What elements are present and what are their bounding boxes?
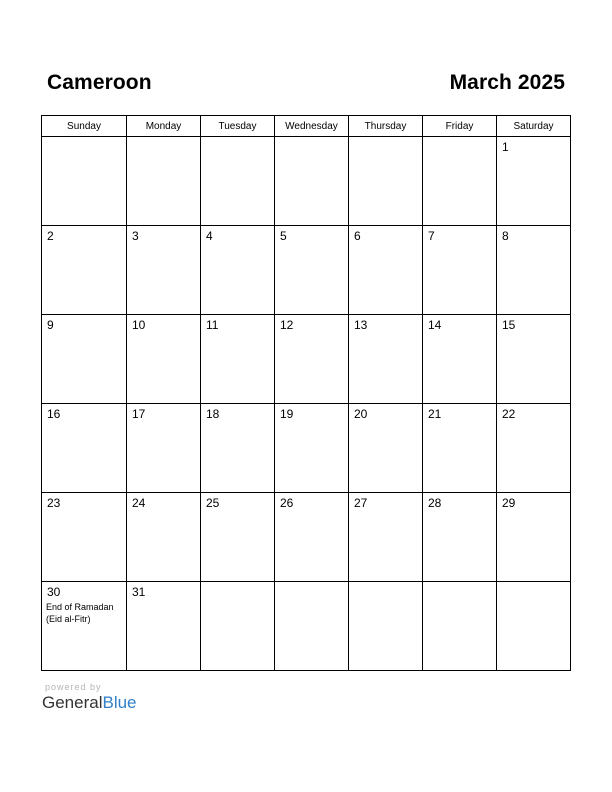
weekday-wednesday: Wednesday (275, 116, 349, 137)
brand-blue-text: Blue (102, 693, 137, 712)
week-row (42, 404, 571, 493)
day-number: 8 (502, 229, 509, 243)
weekday-saturday: Saturday (497, 116, 571, 137)
day-cell (275, 226, 349, 315)
empty-day-cell (201, 582, 275, 671)
day-cell (349, 226, 423, 315)
empty-day-cell (423, 582, 497, 671)
weekday-friday: Friday (423, 116, 497, 137)
day-number: 19 (280, 407, 294, 421)
empty-day-cell (201, 137, 275, 226)
day-cell (42, 404, 127, 493)
month-year-title: March 2025 (449, 71, 565, 94)
day-cell (275, 493, 349, 582)
day-cell (127, 315, 201, 404)
day-cell (275, 315, 349, 404)
day-cell (349, 493, 423, 582)
day-number: 15 (502, 318, 516, 332)
empty-day-cell (349, 582, 423, 671)
day-cell (497, 404, 571, 493)
day-cell (127, 493, 201, 582)
day-number: 14 (428, 318, 442, 332)
day-cell (497, 226, 571, 315)
day-number: 7 (428, 229, 435, 243)
day-number: 2 (47, 229, 54, 243)
weekday-tuesday: Tuesday (201, 116, 275, 137)
day-cell (275, 404, 349, 493)
weekday-header-row (42, 116, 571, 137)
week-row (42, 315, 571, 404)
empty-day-cell (349, 137, 423, 226)
day-number: 25 (206, 496, 220, 510)
day-number: 21 (428, 407, 442, 421)
day-cell (42, 582, 127, 671)
day-number: 4 (206, 229, 213, 243)
day-cell (497, 493, 571, 582)
week-row (42, 137, 571, 226)
day-cell (349, 315, 423, 404)
day-number: 10 (132, 318, 146, 332)
day-number: 13 (354, 318, 368, 332)
day-cell (127, 404, 201, 493)
country-title: Cameroon (47, 71, 152, 94)
day-cell (42, 493, 127, 582)
day-number: 23 (47, 496, 61, 510)
brand-general-text: General (42, 693, 103, 712)
empty-day-cell (275, 137, 349, 226)
empty-day-cell (497, 582, 571, 671)
day-number: 16 (47, 407, 61, 421)
day-cell (497, 137, 571, 226)
day-number: 22 (502, 407, 516, 421)
day-cell (201, 315, 275, 404)
day-cell (201, 404, 275, 493)
week-row (42, 226, 571, 315)
day-number: 17 (132, 407, 146, 421)
day-number: 26 (280, 496, 294, 510)
powered-by-label: powered by (45, 682, 102, 692)
day-number: 24 (132, 496, 146, 510)
holiday-label: End of Ramadan (Eid al-Fitr) (46, 602, 114, 624)
day-number: 11 (206, 318, 219, 332)
day-cell (423, 315, 497, 404)
day-cell (42, 315, 127, 404)
empty-day-cell (42, 137, 127, 226)
empty-day-cell (275, 582, 349, 671)
day-number: 30 (47, 585, 61, 599)
day-cell (423, 493, 497, 582)
day-cell (423, 226, 497, 315)
day-cell (201, 493, 275, 582)
day-cell (127, 226, 201, 315)
day-number: 31 (132, 585, 146, 599)
empty-day-cell (127, 137, 201, 226)
day-number: 5 (280, 229, 287, 243)
day-number: 29 (502, 496, 516, 510)
day-number: 3 (132, 229, 139, 243)
weekday-thursday: Thursday (349, 116, 423, 137)
day-cell (201, 226, 275, 315)
week-row (42, 493, 571, 582)
calendar-grid (41, 115, 571, 671)
empty-day-cell (423, 137, 497, 226)
weekday-sunday: Sunday (42, 116, 127, 137)
day-number: 18 (206, 407, 220, 421)
weekday-monday: Monday (127, 116, 201, 137)
day-number: 20 (354, 407, 368, 421)
day-cell (349, 404, 423, 493)
day-cell (42, 226, 127, 315)
day-number: 27 (354, 496, 368, 510)
day-number: 12 (280, 318, 294, 332)
generalblue-logo (42, 693, 137, 713)
day-number: 28 (428, 496, 442, 510)
day-number: 6 (354, 229, 361, 243)
day-cell (423, 404, 497, 493)
day-cell (127, 582, 201, 671)
day-cell (497, 315, 571, 404)
day-number: 1 (502, 140, 509, 154)
week-row (42, 582, 571, 671)
day-number: 9 (47, 318, 54, 332)
